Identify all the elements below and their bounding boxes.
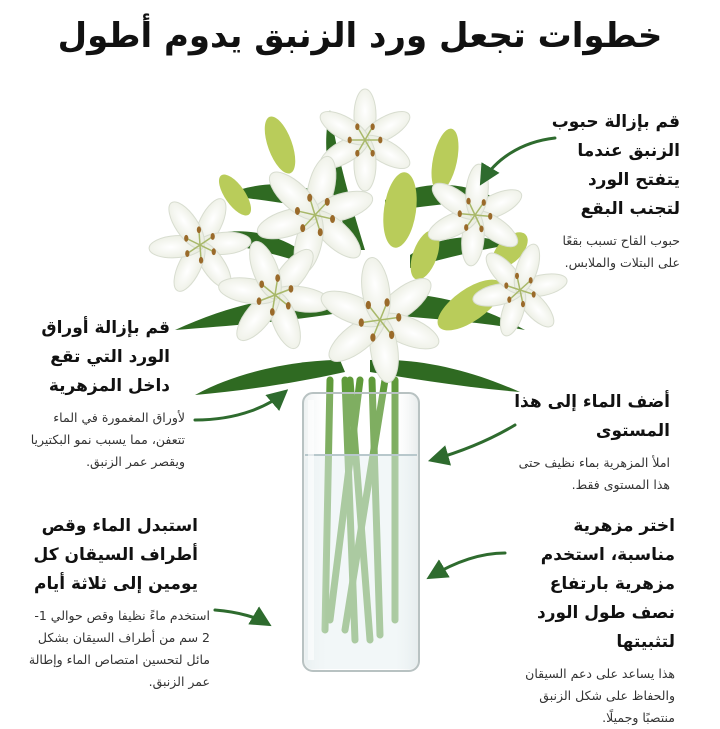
arrow-change-water [215, 610, 268, 624]
tip-leaves [30, 314, 185, 473]
tip-water-level-body: املأ المزهرية بماء نظيف حتى هذا المستوى فقط. [518, 455, 670, 492]
tip-change-water [28, 512, 210, 693]
tip-vase-heading: اختر مزهرية مناسبة، استخدم مزهرية بارتفاع نصف طول الورد لتثبيتها [536, 516, 675, 652]
vase [303, 393, 419, 671]
arrow-vase [430, 553, 505, 577]
tip-water-level [505, 388, 670, 496]
tip-vase [505, 512, 675, 729]
tip-water-level-heading: أضف الماء إلى هذا المستوى [514, 392, 670, 441]
tip-pollen-heading: قم بإزالة حبوب الزنبق عندما يتفتح الورد لتجنب البقع [551, 112, 680, 219]
tip-pollen [548, 108, 680, 274]
tip-vase-body: هذا يساعد على دعم السيقان والحفاظ على شكل الزنبق منتصبًا وجميلًا. [525, 666, 675, 725]
tip-change-water-heading: استبدل الماء وقص أطراف السيقان كل يومين إلى ثلاثة أيام [33, 516, 198, 594]
arrow-pollen [482, 138, 555, 182]
tip-leaves-body: لأوراق المغمورة في الماء تتعفن، مما يسبب نمو البكتيريا ويقصر عمر الزنبق. [30, 410, 185, 469]
arrow-leaves [195, 392, 285, 420]
tip-change-water-body: استخدم ماءً نظيفا وقص حوالي 1-2 سم من أطراف السيقان بشكل مائل لتحسين امتصاص الماء وإطالة عمر الزنبق. [28, 608, 210, 689]
arrow-water-level [432, 425, 515, 460]
tip-pollen-body: حبوب القاح تسبب بقعًا على البتلات والملابس. [562, 233, 680, 270]
page-title: خطوات تجعل ورد الزنبق يدوم أطول [57, 16, 663, 56]
tip-leaves-heading: قم بإزالة أوراق الورد التي تقع داخل المزهرية [41, 318, 170, 396]
